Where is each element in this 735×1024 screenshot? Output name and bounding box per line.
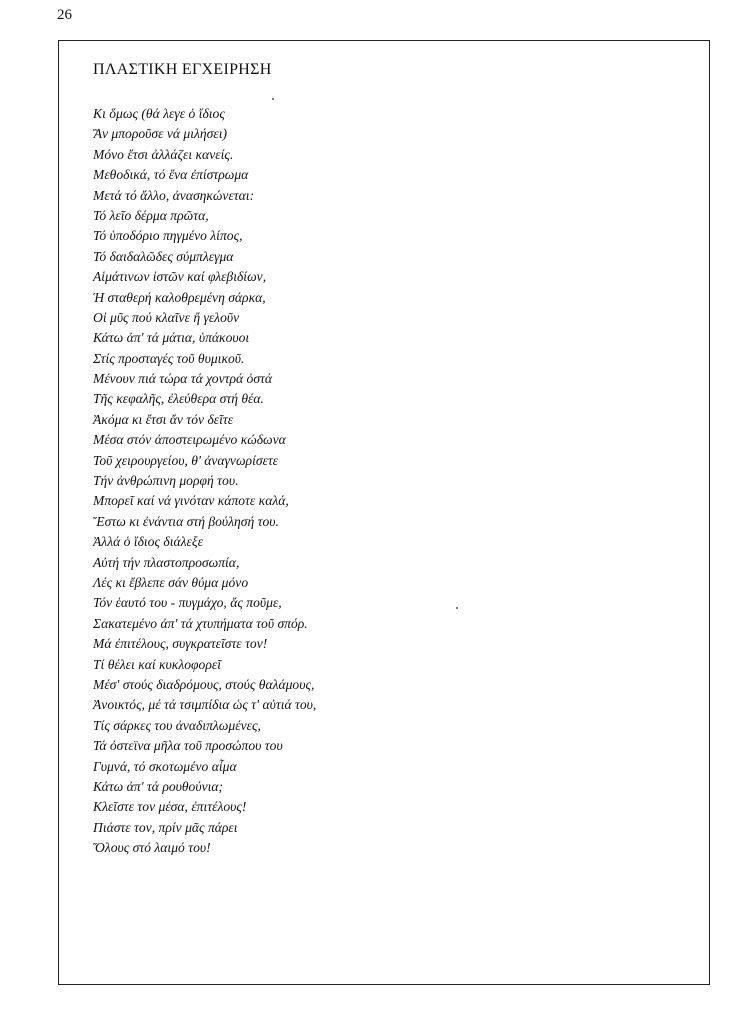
- poem-line: Κάτω ἀπ' τά ρουθούνια;: [93, 778, 224, 794]
- poem-line: Μά ἐπιτέλους, συγκρατεῖστε τον!: [93, 636, 268, 652]
- poem-line: Πιάστε τον, πρίν μᾶς πάρει: [93, 819, 238, 835]
- poem-line: Κάτω ἀπ' τά μάτια, ὑπάκουοι: [93, 330, 250, 346]
- poem-line: Στίς προσταγές τοῦ θυμικοῦ.: [93, 350, 245, 366]
- scan-speck: [272, 98, 274, 100]
- poem-line: Τόν ἑαυτό του - πυγμάχο, ἄς ποῦμε,: [93, 595, 282, 611]
- poem-line: Ἡ σταθερή καλοθρεμένη σάρκα,: [93, 289, 266, 305]
- poem-line: Μεθοδικά, τό ἕνα ἐπίστρωμα: [93, 167, 249, 183]
- page-number: 26: [57, 7, 72, 23]
- poem-line: Τό ὑποδόριο πηγμένο λίπος,: [93, 228, 243, 244]
- poem-line: Μπορεῖ καί νά γινόταν κάποτε καλά,: [93, 493, 289, 509]
- poem-line: Τοῦ χειρουργείου, θ' ἀναγνωρίσετε: [93, 452, 279, 468]
- poem-line: Τά ὀστεϊνα μῆλα τοῦ προσώπου του: [93, 738, 283, 754]
- poem-line: Ἀνοικτός, μέ τά τσιμπίδια ὡς τ' αὐτιά του,: [93, 697, 317, 713]
- poem-line: Αὐτή τήν πλαστοπροσωπία,: [93, 554, 240, 570]
- poem-line: Ὅλους στό λαιμό του!: [93, 840, 211, 856]
- poem-line: Μέσα στόν ἀποστειρωμένο κώδωνα: [93, 432, 286, 448]
- scan-speck: [456, 607, 458, 609]
- poem-body: [93, 104, 316, 858]
- poem-line: Λές κι ἔβλεπε σάν θύμα μόνο: [93, 574, 249, 590]
- poem-line: Ἀκόμα κι ἔτσι ἄν τόν δεῖτε: [93, 411, 234, 427]
- poem-line: Ἀλλά ὁ ἴδιος διάλεξε: [93, 534, 204, 550]
- poem-line: Κλεῖστε τον μέσα, ἐπιτέλους!: [93, 799, 247, 815]
- poem-line: Ἔστω κι ἐνάντια στή βούλησή του.: [93, 513, 279, 529]
- poem-line: Τίς σάρκες του ἀναδιπλωμένες,: [93, 717, 261, 733]
- poem-line: Μέσ' στούς διαδρόμους, στούς θαλάμους,: [93, 676, 315, 692]
- poem-line: Σακατεμένο ἀπ' τά χτυπήματα τοῦ σπόρ.: [93, 615, 308, 631]
- poem-line: Μένουν πιά τώρα τά χοντρά ὀστά: [93, 371, 273, 387]
- poem-title: ΠΛΑΣΤΙΚΗ ΕΓΧΕΙΡΗΣΗ: [93, 61, 272, 78]
- poem-line: Μόνο ἔτσι ἀλλάζει κανείς.: [93, 146, 234, 162]
- poem-line: Τί θέλει καί κυκλοφορεῖ: [93, 656, 221, 672]
- poem-line: Ἂν μποροῦσε νά μιλήσει): [93, 126, 228, 142]
- poem-line: Τῆς κεφαλῆς, ἐλεύθερα στή θέα.: [93, 391, 264, 407]
- poem-line: Γυμνά, τό σκοτωμένο αἷμα: [93, 758, 237, 774]
- poem-line: Κι ὅμως (θά λεγε ὁ ἴδιος: [93, 106, 225, 121]
- poem-line: Τήν ἀνθρώπινη μορφή του.: [93, 473, 239, 489]
- poem-line: Οἱ μῦς πού κλαῖνε ἤ γελοῦν: [93, 309, 240, 325]
- poem-line: Αἱμάτινων ἱστῶν καί φλεβιδίων,: [93, 269, 267, 285]
- poem-line: Τό λεῖο δέρμα πρῶτα,: [93, 207, 209, 223]
- poem-line: Τό δαιδαλῶδες σύμπλεγμα: [93, 248, 234, 264]
- poem-line: Μετά τό ἄλλο, ἀνασηκώνεται:: [93, 187, 255, 203]
